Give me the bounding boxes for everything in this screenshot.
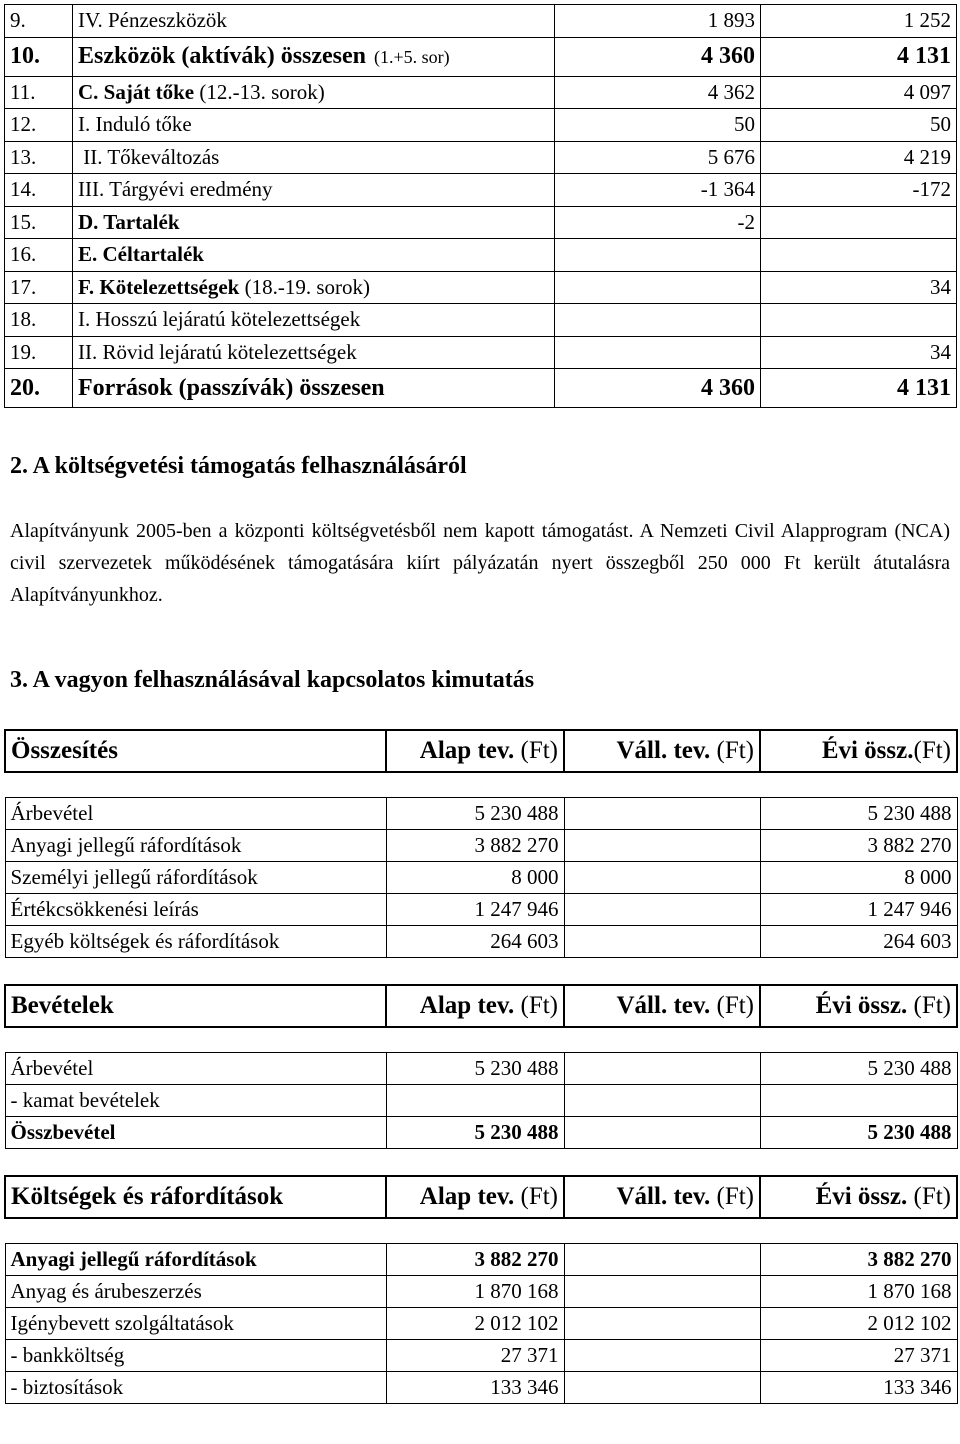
row-label-bold: Források (passzívák) összesen xyxy=(78,374,385,401)
business-activity-value xyxy=(564,1276,760,1308)
header-business-activity-label: Váll. tev. xyxy=(616,1183,711,1210)
row-label xyxy=(73,239,555,272)
row-label-text: II. Tőkeváltozás xyxy=(78,144,220,169)
annual-total-value: 2 012 102 xyxy=(760,1308,957,1340)
row-label xyxy=(73,141,555,174)
table-row xyxy=(5,1244,957,1276)
value-current-year: 34 xyxy=(761,336,957,369)
row-label-bold: C. Saját tőke xyxy=(78,79,195,104)
header-business-activity xyxy=(564,985,760,1027)
basic-activity-value: 133 346 xyxy=(386,1372,564,1404)
basic-activity-value: 1 870 168 xyxy=(386,1276,564,1308)
balance-row xyxy=(5,304,957,337)
value-previous-year: 4 360 xyxy=(555,37,761,76)
asset-usage-table xyxy=(4,729,958,1404)
annual-total-value: 27 371 xyxy=(760,1340,957,1372)
table-row xyxy=(5,862,957,894)
basic-activity-value: 2 012 102 xyxy=(386,1308,564,1340)
section-2-text: Alapítványunk 2005-ben a központi költségvetésből nem kapott támogatást. A Nemzeti Civil Alapprogram (NCA) civil szervezetek működésének támogatására kiírt pályázatán nyert összegből 250 000 Ft került átutalásra Alapítványunkhoz. xyxy=(10,520,950,606)
business-activity-value xyxy=(564,1117,760,1149)
table-row xyxy=(5,1276,957,1308)
header-annual-total-unit: (Ft) xyxy=(913,737,951,764)
value-previous-year: 4 362 xyxy=(555,76,761,109)
row-number: 16. xyxy=(5,239,73,272)
basic-activity-value: 5 230 488 xyxy=(386,1053,564,1085)
spacer-cell xyxy=(5,1027,957,1053)
row-label-text: IV. Pénzeszközök xyxy=(78,8,227,33)
annual-total-value: 264 603 xyxy=(760,926,957,958)
header-basic-activity xyxy=(386,985,564,1027)
business-activity-value xyxy=(564,1372,760,1404)
balance-row xyxy=(5,109,957,142)
value-current-year xyxy=(761,206,957,239)
header-basic-activity-label: Alap tev. xyxy=(419,992,515,1019)
row-label xyxy=(73,76,555,109)
table-row xyxy=(5,926,957,958)
header-basic-activity-label: Alap tev. xyxy=(419,1183,515,1210)
row-label: Értékcsökkenési leírás xyxy=(5,894,386,926)
value-previous-year: -1 364 xyxy=(555,174,761,207)
row-number: 18. xyxy=(5,304,73,337)
row-label-text: I. Hosszú lejáratú kötelezettségek xyxy=(78,307,361,332)
basic-activity-value: 264 603 xyxy=(386,926,564,958)
annual-total-value: 3 882 270 xyxy=(760,1244,957,1276)
row-label-bold: E. Céltartalék xyxy=(78,242,204,267)
value-current-year: 34 xyxy=(761,271,957,304)
header-business-activity-label: Váll. tev. xyxy=(616,737,711,764)
row-label: Anyagi jellegű ráfordítások xyxy=(5,830,386,862)
row-number: 19. xyxy=(5,336,73,369)
row-label xyxy=(73,109,555,142)
basic-activity-value: 27 371 xyxy=(386,1340,564,1372)
header-annual-total xyxy=(760,730,957,772)
basic-activity-value: 3 882 270 xyxy=(386,1244,564,1276)
header-business-activity-unit: (Ft) xyxy=(710,992,754,1019)
row-label xyxy=(73,5,555,38)
annual-total-value: 1 247 946 xyxy=(760,894,957,926)
row-number: 17. xyxy=(5,271,73,304)
header-basic-activity-unit: (Ft) xyxy=(514,1183,558,1210)
value-current-year: 4 131 xyxy=(761,37,957,76)
table-row xyxy=(5,798,957,830)
header-basic-activity xyxy=(386,1176,564,1218)
row-label xyxy=(73,336,555,369)
value-current-year xyxy=(761,304,957,337)
header-business-activity-unit: (Ft) xyxy=(710,1183,754,1210)
business-activity-value xyxy=(564,1340,760,1372)
table-row xyxy=(5,1053,957,1085)
row-label: - bankköltség xyxy=(5,1340,386,1372)
header-annual-total-label: Évi össz. xyxy=(815,1183,908,1210)
header-title xyxy=(5,985,386,1027)
header-business-activity xyxy=(564,730,760,772)
value-current-year: 4 131 xyxy=(761,369,957,408)
annual-total-value xyxy=(760,1085,957,1117)
header-title-text: Összesítés xyxy=(11,737,118,764)
balance-row xyxy=(5,5,957,38)
row-label: Összbevétel xyxy=(5,1117,386,1149)
row-label-text: I. Induló tőke xyxy=(78,112,192,137)
row-number: 9. xyxy=(5,5,73,38)
balance-row xyxy=(5,271,957,304)
table-row xyxy=(5,1117,957,1149)
value-previous-year: 50 xyxy=(555,109,761,142)
spacer-row xyxy=(5,772,957,798)
header-basic-activity xyxy=(386,730,564,772)
spacer-row xyxy=(5,1027,957,1053)
header-annual-total-label: Évi össz. xyxy=(815,992,908,1019)
row-label: Anyag és árubeszerzés xyxy=(5,1276,386,1308)
annual-total-value: 3 882 270 xyxy=(760,830,957,862)
basic-activity-value: 1 247 946 xyxy=(386,894,564,926)
header-business-activity-label: Váll. tev. xyxy=(616,992,711,1019)
row-label-text: (18.-19. sorok) xyxy=(239,274,370,299)
business-activity-value xyxy=(564,1053,760,1085)
spacer-row xyxy=(5,1149,957,1177)
business-activity-value xyxy=(564,1308,760,1340)
spacer-cell xyxy=(5,1149,957,1177)
value-previous-year: -2 xyxy=(555,206,761,239)
row-label-bold: Eszközök (aktívák) összesen xyxy=(78,43,367,69)
spacer-cell xyxy=(5,1218,957,1244)
row-number: 11. xyxy=(5,76,73,109)
row-label: Személyi jellegű ráfordítások xyxy=(5,862,386,894)
business-activity-value xyxy=(564,926,760,958)
basic-activity-value: 8 000 xyxy=(386,862,564,894)
balance-row xyxy=(5,369,957,408)
value-current-year: 4 097 xyxy=(761,76,957,109)
row-label xyxy=(73,369,555,408)
header-annual-total-unit: (Ft) xyxy=(907,992,951,1019)
row-label xyxy=(73,206,555,239)
business-activity-value xyxy=(564,798,760,830)
value-previous-year xyxy=(555,239,761,272)
balance-row xyxy=(5,206,957,239)
balance-row xyxy=(5,336,957,369)
header-title xyxy=(5,730,386,772)
row-label: - biztosítások xyxy=(5,1372,386,1404)
business-activity-value xyxy=(564,830,760,862)
row-number: 14. xyxy=(5,174,73,207)
table-row xyxy=(5,830,957,862)
header-annual-total xyxy=(760,1176,957,1218)
annual-total-value: 8 000 xyxy=(760,862,957,894)
row-label: Egyéb költségek és ráfordítások xyxy=(5,926,386,958)
header-title-text: Bevételek xyxy=(11,992,114,1019)
value-previous-year: 1 893 xyxy=(555,5,761,38)
header-business-activity-unit: (Ft) xyxy=(710,737,754,764)
row-number: 10. xyxy=(5,37,73,76)
row-label xyxy=(73,174,555,207)
value-current-year: -172 xyxy=(761,174,957,207)
table-row xyxy=(5,1085,957,1117)
balance-row xyxy=(5,239,957,272)
header-title xyxy=(5,1176,386,1218)
business-activity-value xyxy=(564,862,760,894)
value-current-year: 1 252 xyxy=(761,5,957,38)
balance-table xyxy=(4,4,957,408)
spacer-row xyxy=(5,958,957,986)
basic-activity-value: 5 230 488 xyxy=(386,1117,564,1149)
balance-row xyxy=(5,37,957,76)
spacer-cell xyxy=(5,958,957,986)
table-header-row xyxy=(5,1176,957,1218)
row-label xyxy=(73,304,555,337)
section-3-title: 3. A vagyon felhasználásával kapcsolatos kimutatás xyxy=(10,667,535,693)
header-basic-activity-label: Alap tev. xyxy=(419,737,515,764)
spacer-cell xyxy=(5,772,957,798)
business-activity-value xyxy=(564,894,760,926)
header-annual-total-unit: (Ft) xyxy=(907,1183,951,1210)
annual-total-value: 5 230 488 xyxy=(760,1053,957,1085)
annual-total-value: 133 346 xyxy=(760,1372,957,1404)
value-current-year: 50 xyxy=(761,109,957,142)
value-current-year xyxy=(761,239,957,272)
value-previous-year xyxy=(555,271,761,304)
balance-row xyxy=(5,141,957,174)
value-previous-year xyxy=(555,336,761,369)
spacer-row xyxy=(5,1218,957,1244)
row-number: 12. xyxy=(5,109,73,142)
row-label: - kamat bevételek xyxy=(5,1085,386,1117)
row-label: Anyagi jellegű ráfordítások xyxy=(5,1244,386,1276)
header-annual-total-label: Évi össz. xyxy=(821,737,914,764)
row-label-text: (12.-13. sorok) xyxy=(194,79,325,104)
value-previous-year: 5 676 xyxy=(555,141,761,174)
value-current-year: 4 219 xyxy=(761,141,957,174)
row-number: 15. xyxy=(5,206,73,239)
value-previous-year: 4 360 xyxy=(555,369,761,408)
row-label-bold: F. Kötelezettségek xyxy=(78,274,240,299)
annual-total-value: 1 870 168 xyxy=(760,1276,957,1308)
header-basic-activity-unit: (Ft) xyxy=(514,737,558,764)
row-number: 20. xyxy=(5,369,73,408)
section-2-title: 2. A költségvetési támogatás felhasználásáról xyxy=(10,453,467,479)
row-label: Árbevétel xyxy=(5,798,386,830)
annual-total-value: 5 230 488 xyxy=(760,798,957,830)
header-title-text: Költségek és ráfordítások xyxy=(11,1183,284,1210)
row-label-bold: D. Tartalék xyxy=(78,209,180,234)
header-annual-total xyxy=(760,985,957,1027)
row-label xyxy=(73,37,555,76)
balance-row xyxy=(5,174,957,207)
business-activity-value xyxy=(564,1244,760,1276)
value-previous-year xyxy=(555,304,761,337)
row-label: Igénybevett szolgáltatások xyxy=(5,1308,386,1340)
row-label-note: (1.+5. sor) xyxy=(374,47,450,67)
table-row xyxy=(5,1308,957,1340)
header-basic-activity-unit: (Ft) xyxy=(514,992,558,1019)
table-row xyxy=(5,894,957,926)
row-label xyxy=(73,271,555,304)
row-label-text: II. Rövid lejáratú kötelezettségek xyxy=(78,339,357,364)
row-number: 13. xyxy=(5,141,73,174)
basic-activity-value: 5 230 488 xyxy=(386,798,564,830)
business-activity-value xyxy=(564,1085,760,1117)
basic-activity-value xyxy=(386,1085,564,1117)
balance-row xyxy=(5,76,957,109)
row-label: Árbevétel xyxy=(5,1053,386,1085)
table-header-row xyxy=(5,985,957,1027)
table-header-row xyxy=(5,730,957,772)
header-business-activity xyxy=(564,1176,760,1218)
table-row xyxy=(5,1340,957,1372)
row-label-text: III. Tárgyévi eredmény xyxy=(78,177,273,202)
basic-activity-value: 3 882 270 xyxy=(386,830,564,862)
table-row xyxy=(5,1372,957,1404)
annual-total-value: 5 230 488 xyxy=(760,1117,957,1149)
